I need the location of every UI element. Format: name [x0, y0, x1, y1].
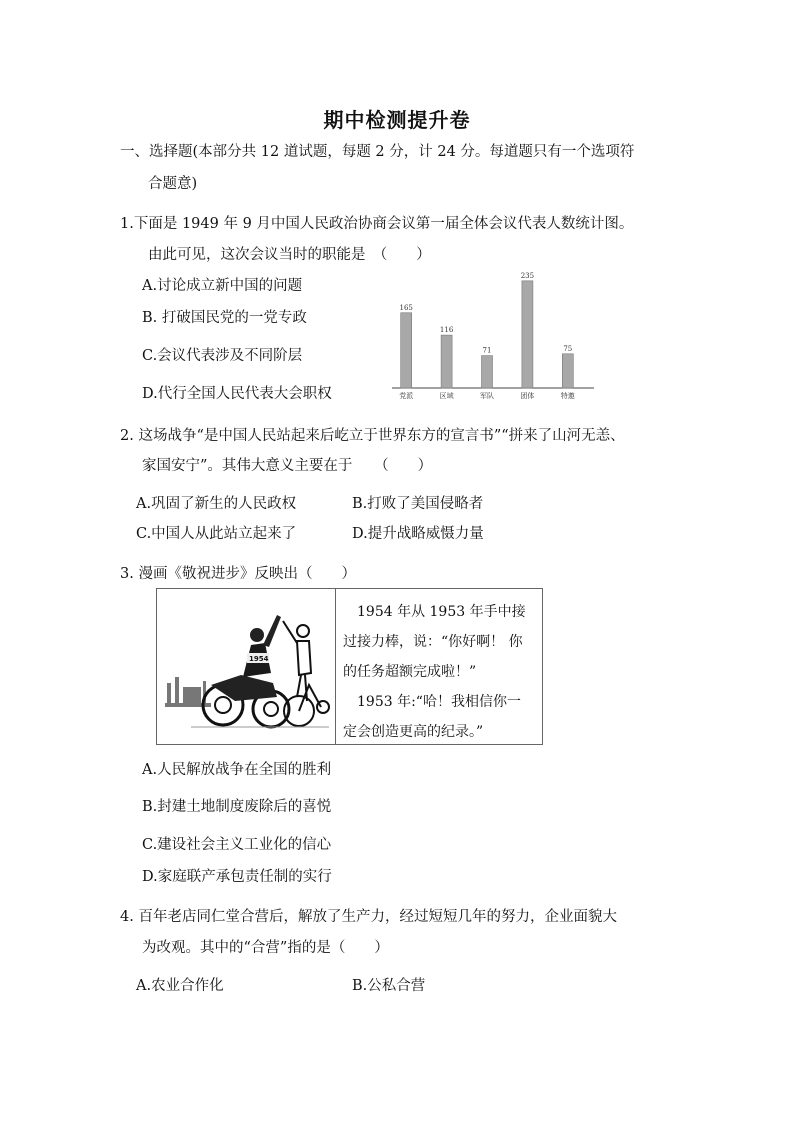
category-tick-label: 军队 [480, 392, 494, 400]
q4-option-a[interactable]: A.农业合作化 [136, 978, 224, 994]
bar-value-label: 165 [399, 303, 413, 312]
category-tick-label: 特邀 [560, 392, 575, 400]
q4-stem: 4. 百年老店同仁堂合营后，解放了生产力，经过短短几年的努力，企业面貌大 [120, 909, 617, 925]
q1-option-a[interactable]: A.讨论成立新中国的问题 [142, 278, 303, 294]
cartoon-caption-line: 定会创造更高的纪录。” [343, 724, 484, 740]
q4-stem-cont: 为改观。其中的“合营”指的是（ ） [142, 940, 389, 956]
category-tick-label: 区域 [439, 392, 454, 400]
q2-option-c[interactable]: C.中国人从此站立起来了 [136, 526, 297, 542]
cartoon-caption-line: 过接力棒，说：“你好啊！ 你 [343, 634, 523, 650]
q4-option-b[interactable]: B.公私合营 [352, 978, 426, 994]
bar-value-label: 75 [563, 344, 573, 353]
cartoon-caption-line: 1954 年从 1953 年手中接 [343, 604, 526, 620]
cartoon-box [156, 588, 543, 745]
rider-number: 1954 [249, 655, 269, 663]
q1-option-d[interactable]: D.代行全国人民代表大会职权 [142, 386, 332, 402]
bar-0 [401, 313, 412, 388]
q3-option-d[interactable]: D.家庭联产承包责任制的实行 [142, 869, 332, 885]
section-heading: 一、选择题(本部分共 12 道试题，每题 2 分，计 24 分。每道题只有一个选项符 [120, 144, 635, 160]
category-tick-label: 党派 [399, 392, 414, 400]
bar-3 [522, 281, 533, 388]
bar-4 [562, 354, 573, 388]
bar-1 [441, 335, 452, 388]
q2-option-d[interactable]: D.提升战略威慑力量 [352, 526, 484, 542]
cartoon-caption [343, 597, 539, 747]
cartoon-caption-line: 1953 年:“哈！我相信你一 [343, 694, 521, 710]
bar-value-label: 235 [520, 271, 535, 280]
q2-option-b[interactable]: B.打败了美国侵略者 [352, 496, 484, 512]
bar-value-label: 116 [439, 326, 454, 335]
cartoon-caption-line: 的任务超额完成啦！” [343, 664, 477, 680]
q3-option-b[interactable]: B.封建土地制度废除后的喜悦 [142, 799, 332, 815]
cartoon-illustration [161, 593, 331, 741]
bar-2 [482, 356, 493, 388]
q1-option-b[interactable]: B. 打破国民党的一党专政 [142, 310, 307, 326]
q1-option-c[interactable]: C.会议代表涉及不同阶层 [142, 348, 303, 364]
q1-stem-cont: 由此可见，这次会议当时的职能是 （ ） [148, 247, 431, 263]
bar-chart-svg [388, 266, 600, 404]
q2-option-a[interactable]: A.巩固了新生的人民政权 [136, 496, 297, 512]
category-tick-label: 团体 [520, 392, 535, 400]
cartoon-divider [335, 589, 336, 744]
delegates-bar-chart [388, 266, 600, 404]
q2-stem: 2. 这场战争“是中国人民站起来后屹立于世界东方的宣言书”“拼来了山河无恙、 [120, 428, 625, 444]
bar-value-label: 71 [482, 346, 492, 355]
q2-stem-cont: 家国安宁”。其伟大意义主要在于 （ ） [142, 458, 433, 474]
section-heading-cont: 合题意) [148, 176, 198, 192]
q3-stem: 3. 漫画《敬祝进步》反映出（ ） [120, 566, 356, 582]
q3-option-c[interactable]: C.建设社会主义工业化的信心 [142, 837, 332, 853]
q1-stem: 1.下面是 1949 年 9 月中国人民政治协商会议第一届全体会议代表人数统计图。 [120, 216, 634, 232]
page-title: 期中检测提升卷 [323, 108, 471, 132]
q3-option-a[interactable]: A.人民解放战争在全国的胜利 [142, 762, 332, 778]
